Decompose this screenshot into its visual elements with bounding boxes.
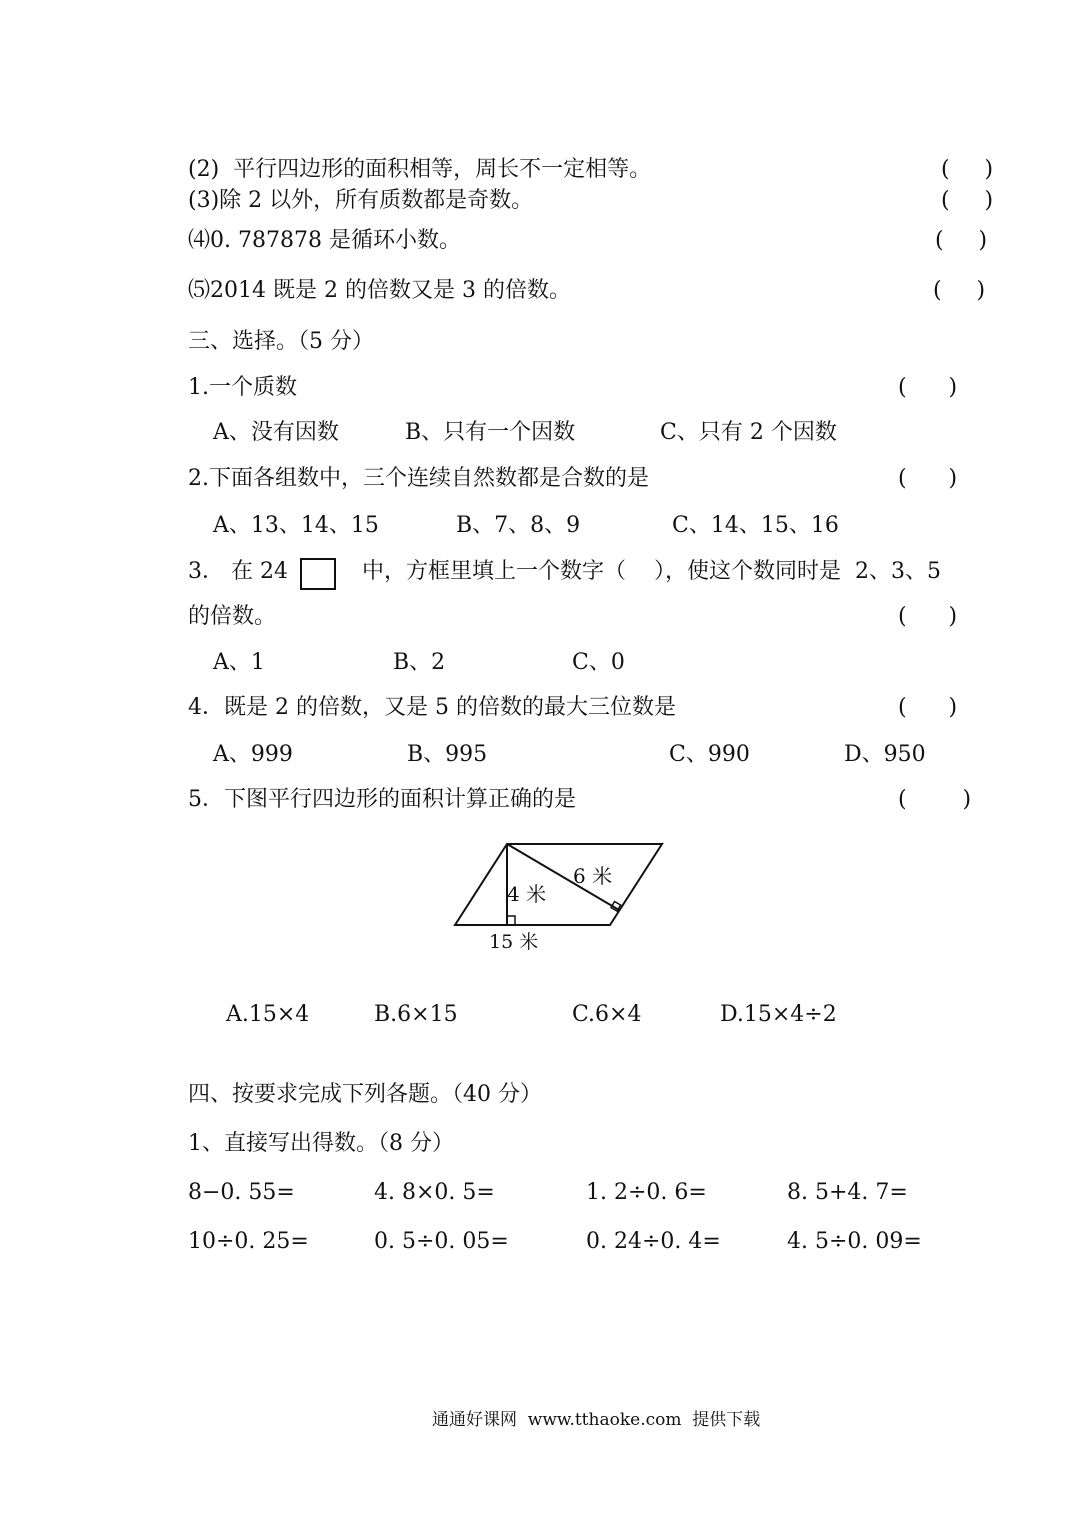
q5-option-a[interactable]: A.15×4 — [226, 1002, 310, 1027]
q3-stem-end: 中，方框里填上一个数字（ ），使这个数同时是 2、3、5 — [362, 559, 941, 584]
q2-stem: 2.下面各组数中，三个连续自然数都是合数的是 — [188, 466, 649, 491]
q3-answer-paren[interactable]: ( ) — [898, 604, 958, 629]
base-label: 15 米 — [489, 931, 539, 953]
q3-option-b[interactable]: B、2 — [393, 650, 446, 675]
q1-answer-paren[interactable]: ( ) — [898, 375, 958, 400]
q5-option-d[interactable]: D.15×4÷2 — [720, 1002, 837, 1027]
q1-option-c[interactable]: C、只有 2 个因数 — [660, 420, 837, 445]
q5-option-c[interactable]: C.6×4 — [572, 1002, 642, 1027]
section-4-sub1: 1、直接写出得数。（8 分） — [188, 1131, 454, 1156]
calc-3: 1. 2÷0. 6= — [586, 1180, 707, 1205]
q1-option-b[interactable]: B、只有一个因数 — [405, 420, 576, 445]
q3-option-a[interactable]: A、1 — [213, 650, 265, 675]
q4-stem: 4．既是 2 的倍数，又是 5 的倍数的最大三位数是 — [188, 695, 676, 720]
q2-option-c[interactable]: C、14、15、16 — [672, 513, 839, 538]
q5-option-b[interactable]: B.6×15 — [374, 1002, 458, 1027]
q2-answer-paren[interactable]: ( ) — [898, 466, 958, 491]
q1-stem: 1.一个质数 — [188, 375, 297, 400]
calc-4: 8. 5+4. 7= — [787, 1180, 908, 1205]
calc-5: 10÷0. 25= — [188, 1229, 309, 1254]
q5-stem: 5．下图平行四边形的面积计算正确的是 — [188, 787, 576, 812]
calc-2: 4. 8×0. 5= — [374, 1180, 495, 1205]
q2-option-a[interactable]: A、13、14、15 — [213, 513, 379, 538]
parallelogram-outline — [455, 844, 662, 925]
judge-item-3: (3)除 2 以外，所有质数都是奇数。 — [188, 188, 534, 213]
calc-1: 8−0. 55= — [188, 1180, 295, 1205]
q5-answer-paren[interactable]: ( ) — [898, 787, 972, 812]
calc-7: 0. 24÷0. 4= — [586, 1229, 721, 1254]
judge-item-2: (2) 平行四边形的面积相等，周长不一定相等。 — [188, 157, 652, 182]
judge-item-4: ⑷0. 787878 是循环小数。 — [188, 228, 461, 253]
q3-digit-box[interactable] — [300, 558, 336, 590]
calc-6: 0. 5÷0. 05= — [374, 1229, 509, 1254]
calc-8: 4. 5÷0. 09= — [787, 1229, 922, 1254]
q3-option-c[interactable]: C、0 — [572, 650, 625, 675]
judge-answer-paren-5[interactable]: ( ) — [933, 278, 986, 303]
q4-option-c[interactable]: C、990 — [669, 742, 750, 767]
q4-option-a[interactable]: A、999 — [213, 742, 293, 767]
side-label: 6 米 — [573, 864, 613, 888]
q4-option-b[interactable]: B、995 — [407, 742, 488, 767]
judge-answer-paren-2[interactable]: ( ) — [941, 157, 994, 182]
q1-option-a[interactable]: A、没有因数 — [213, 420, 339, 445]
height-label: 4 米 — [507, 882, 547, 906]
parallelogram-figure — [440, 830, 680, 960]
q3-stem-start: 3． 在 24 — [188, 559, 288, 584]
section-3-heading: 三、选择。（5 分） — [188, 329, 374, 354]
section-4-heading: 四、按要求完成下列各题。（40 分） — [188, 1082, 542, 1107]
judge-item-5: ⑸2014 既是 2 的倍数又是 3 的倍数。 — [188, 278, 571, 303]
height-right-angle-mark — [507, 916, 515, 925]
q4-answer-paren[interactable]: ( ) — [898, 695, 958, 720]
q4-option-d[interactable]: D、950 — [844, 742, 926, 767]
judge-answer-paren-3[interactable]: ( ) — [941, 188, 994, 213]
q2-option-b[interactable]: B、7、8、9 — [456, 513, 581, 538]
footer-source: 通通好课网 www.tthaoke.com 提供下载 — [432, 1410, 761, 1430]
q3-stem-tail: 的倍数。 — [188, 604, 277, 629]
judge-answer-paren-4[interactable]: ( ) — [935, 228, 988, 253]
